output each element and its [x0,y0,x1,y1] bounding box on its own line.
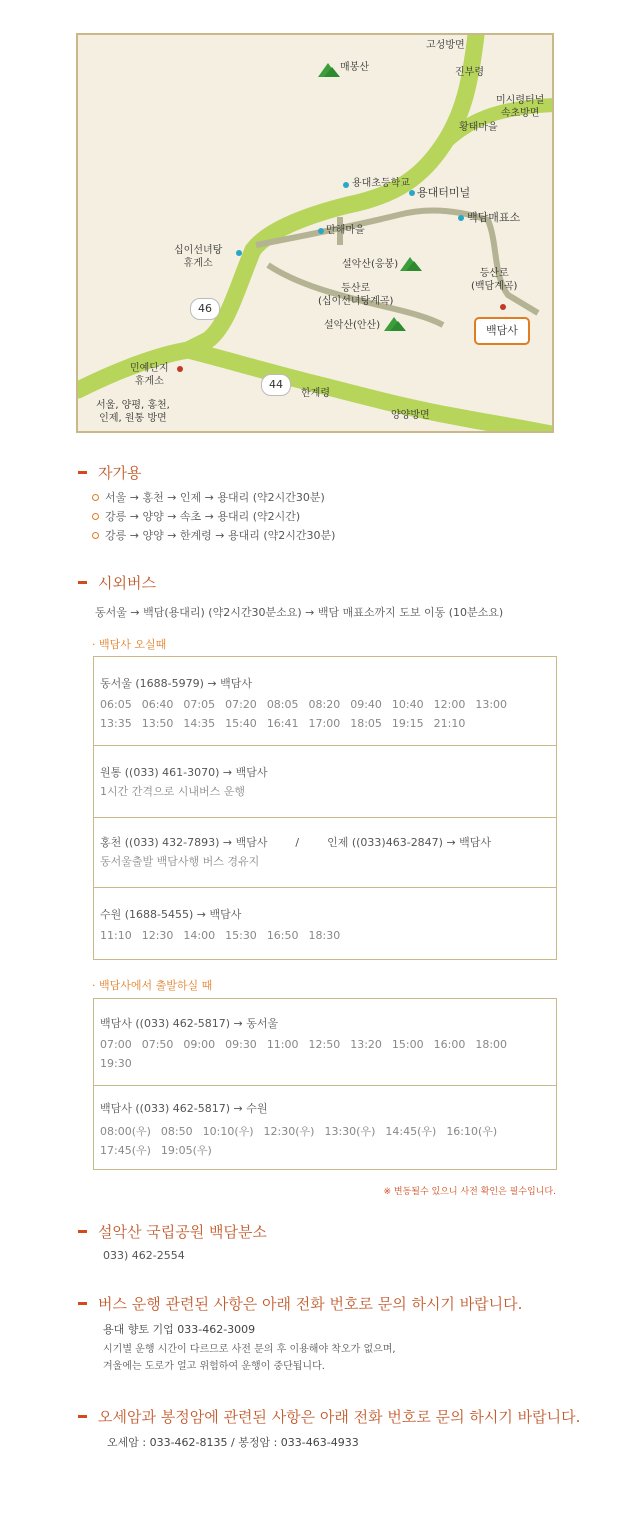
table-row [94,999,556,1085]
departure-time: 15:00 [391,1038,424,1051]
departure-time: 19:30 [100,1057,132,1070]
departure-time: 09:40 [350,698,382,711]
park-phone: 033) 462-2554 [103,1249,185,1262]
map-dot-baekdam-ticket [458,215,464,221]
map-dot-manhae [318,228,324,234]
route-44-badge: 44 [261,374,291,396]
map-label-seorak-eungbong: 설악산(응봉) [342,259,399,270]
departure-time: 08:20 [308,698,341,711]
departure-time: 18:05 [350,717,382,730]
departure-time: 17:00 [308,717,341,730]
row-title: 백담사 ((033) 462-5817) → 동서울 [100,1017,279,1030]
bus-inquiry-note-1: 시기별 운행 시간이 다르므로 사전 문의 후 이용해야 착오가 없으며, [103,1344,396,1355]
departure-time: 16:50 [266,929,299,942]
map-label-jinburyeong: 진부령 [455,67,484,78]
schedule-times [100,926,550,945]
map-label-sibiseonnyeo-rest: 십이선녀탕 휴게소 [174,245,223,269]
departure-time: 09:00 [183,1038,216,1051]
dash-marker [78,1302,87,1305]
map-label-minye-rest: 민예단지 휴게소 [130,363,169,387]
departure-time: 12:50 [308,1038,341,1051]
map-label-yangyang: 양양방면 [391,410,430,421]
map-dot-baekdamsa [500,304,506,310]
departure-time: 12:00 [433,698,466,711]
row-title: 동서울 (1688-5979) → 백담사 [100,677,253,690]
dash-marker [78,1230,87,1233]
departure-time: 07:50 [141,1038,174,1051]
departure-time: 18:00 [475,1038,508,1051]
car-route-1 [92,489,325,505]
from-baekdamsa-subtitle: · 백담사에서 출발하실 때 [92,979,213,992]
departure-time: 08:00(우) [100,1125,151,1138]
departure-time: 11:10 [100,929,132,942]
table-row [94,1085,556,1169]
baekdamsa-marker: 백담사 [474,317,530,345]
departure-time: 07:05 [183,698,216,711]
departure-time: 09:30 [225,1038,257,1051]
row-title: 홍천 ((033) 432-7893) → 백담사 / 인제 ((033)463-2847) → 백담사 [100,836,492,849]
row-body: 1시간 간격으로 시내버스 운행 [100,785,245,798]
table-row [94,887,556,959]
departure-time: 14:00 [183,929,216,942]
map-label-yongdae-terminal: 용대터미널 [417,186,471,199]
departure-time: 13:30(우) [324,1125,376,1138]
schedule-times [100,695,550,733]
departure-time: 18:30 [308,929,341,942]
departure-time: 13:00 [475,698,508,711]
departure-time: 17:45(우) [100,1144,151,1157]
departure-time: 15:30 [225,929,257,942]
departure-time: 19:05(우) [160,1144,212,1157]
bus-title-text: 시외버스 [98,574,156,592]
map-label-misiryeong: 미시령터널 속초방면 [496,95,545,119]
departure-time: 07:20 [225,698,257,711]
section-title-bus-inquiry [78,1293,522,1314]
map-dot-yongdae-school [343,182,349,188]
map-label-yongdae-school: 용대초등학교 [352,178,410,189]
departure-time: 19:15 [391,717,424,730]
table-row [94,657,556,745]
directions-map [76,33,554,433]
departure-time: 14:35 [183,717,216,730]
hermitage-title-text: 오세암과 봉정암에 관련된 사항은 아래 전화 번호로 문의 하시기 바랍니다. [98,1408,581,1426]
table-row [94,745,556,817]
section-title-bus [78,572,156,593]
departure-time: 21:10 [433,717,466,730]
section-title-park [78,1221,267,1242]
departure-time: 10:40 [391,698,424,711]
departure-time: 13:35 [100,717,132,730]
table-row [94,817,556,887]
departure-time: 06:40 [141,698,174,711]
departure-time: 14:45(우) [385,1125,437,1138]
bullet-icon [92,494,99,501]
departure-time: 16:41 [266,717,299,730]
section-title-hermitage [78,1406,580,1427]
schedule-times [100,1122,550,1160]
dash-marker [78,1415,87,1418]
map-label-maebongsan: 매봉산 [340,62,369,73]
bus-inquiry-phone: 용대 향토 기업 033-462-3009 [103,1323,256,1336]
row-body: 동서울출발 백담사행 버스 경유지 [100,855,260,868]
from-baekdamsa-table [93,998,557,1170]
bus-description: 동서울 → 백담(용대리) (약2시간30분소요) → 백담 매표소까지 도보 이동 (10분소요) [95,606,504,619]
departure-time: 07:00 [100,1038,132,1051]
map-label-hwangtae: 황태마을 [459,122,498,133]
departure-time: 13:20 [350,1038,382,1051]
car-route-3 [92,527,335,543]
departure-time: 13:50 [141,717,174,730]
to-baekdamsa-table [93,656,557,960]
map-dot-yongdae-terminal [409,190,415,196]
departure-time: 15:40 [225,717,257,730]
row-title: 백담사 ((033) 462-5817) → 수원 [100,1102,268,1115]
dash-marker [78,471,87,474]
map-label-seorak-ansan: 설악산(안산) [324,320,381,331]
map-label-baekdam-ticket: 백담매표소 [467,211,521,224]
route-46-badge: 46 [190,298,220,320]
notice-text: ※ 변동될수 있으니 사전 확인은 필수입니다. [383,1187,556,1197]
departure-time: 12:30(우) [263,1125,315,1138]
bus-inquiry-title-text: 버스 운행 관련된 사항은 아래 전화 번호로 문의 하시기 바랍니다. [98,1295,523,1313]
car-route-2 [92,508,300,524]
map-dot-sibiseonnyeo-rest [236,250,242,256]
park-title-text: 설악산 국립공원 백담분소 [98,1223,267,1241]
car-title-text: 자가용 [98,464,142,482]
departure-time: 06:05 [100,698,132,711]
bullet-icon [92,532,99,539]
to-baekdamsa-subtitle: · 백담사 오실때 [92,638,167,651]
car-route-text: 서울 → 홍천 → 인제 → 용대리 (약2시간30분) [105,491,325,504]
map-label-manhae: 만해마을 [326,225,365,236]
map-label-seoul-direction: 서울, 양평, 홍천, 인제, 원통 방면 [96,400,170,424]
departure-time: 16:10(우) [446,1125,498,1138]
section-title-car [78,462,141,483]
map-label-goseong: 고성방면 [426,40,465,51]
row-title: 원통 ((033) 461-3070) → 백담사 [100,766,268,779]
departure-time: 08:05 [266,698,299,711]
hermitage-phones: 오세암 : 033-462-8135 / 봉정암 : 033-463-4933 [107,1436,359,1449]
map-label-trail-sibi: 등산로 (십이선녀탕계곡) [318,283,394,307]
map-label-hangyeryeong: 한계령 [301,388,330,399]
departure-time: 10:10(우) [202,1125,254,1138]
departure-time: 08:50 [160,1125,193,1138]
schedule-times [100,1035,550,1073]
dash-marker [78,581,87,584]
row-title: 수원 (1688-5455) → 백담사 [100,908,242,921]
car-route-text: 강릉 → 양양 → 속초 → 용대리 (약2시간) [105,510,301,523]
bullet-icon [92,513,99,520]
bus-inquiry-note-2: 겨울에는 도로가 얼고 위험하여 운행이 중단됩니다. [103,1361,325,1372]
departure-time: 12:30 [141,929,174,942]
map-dot-minye-rest [177,366,183,372]
departure-time: 11:00 [266,1038,299,1051]
map-label-trail-baekdam: 등산로 (백담계곡) [471,268,518,292]
departure-time: 16:00 [433,1038,466,1051]
car-route-text: 강릉 → 양양 → 한계령 → 용대리 (약2시간30분) [105,529,336,542]
